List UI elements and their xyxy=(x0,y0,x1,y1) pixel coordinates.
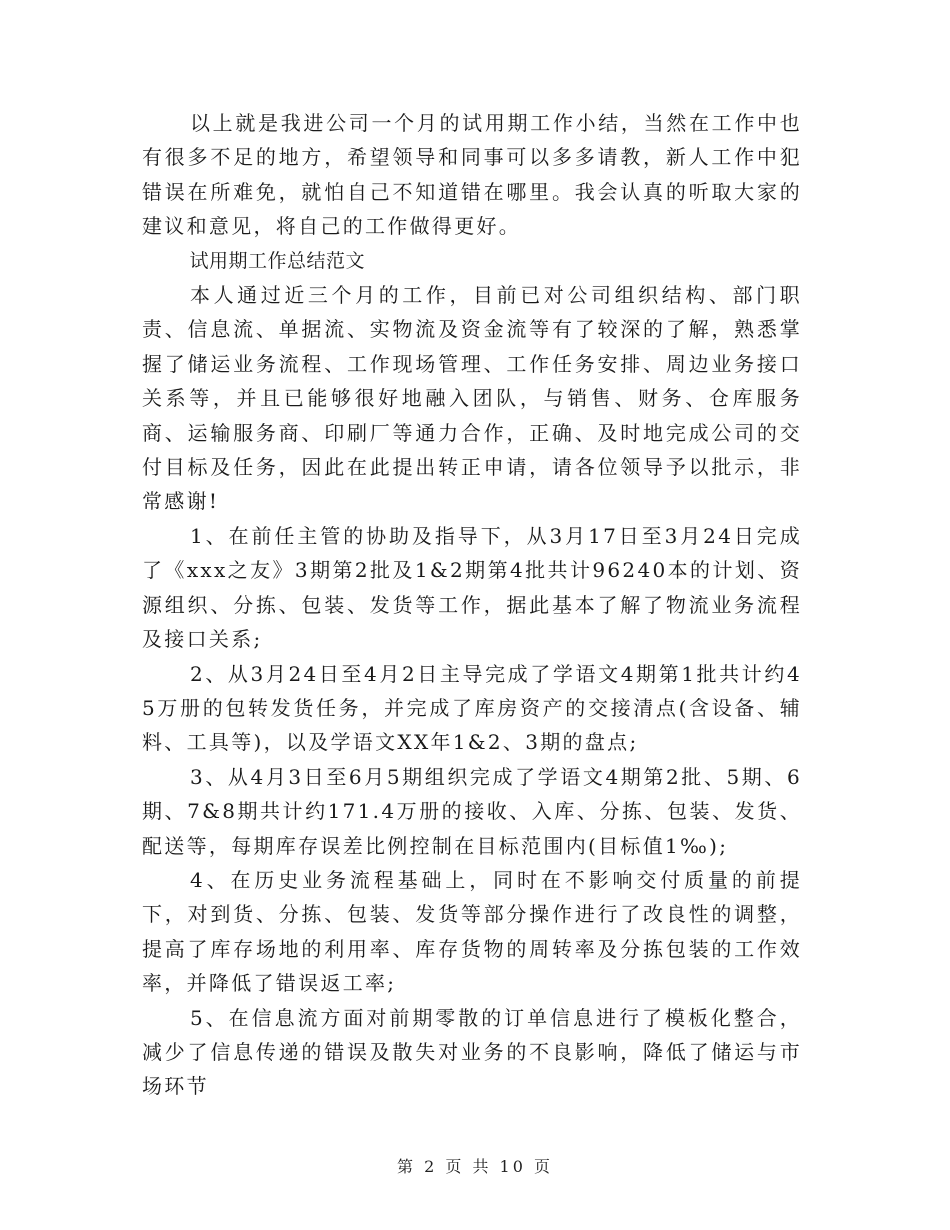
section-heading: 试用期工作总结范文 xyxy=(189,249,366,272)
paragraph-item-1: 1、在前任主管的协助及指导下，从3月17日至3月24日完成了《xxx之友》3期第2批及1&2期第4批共计96240本的计划、资源组织、分拣、包装、发货等工作，据此基本了解了物流业务流程及接口关系; xyxy=(142,523,802,652)
paragraph-item-4: 4、在历史业务流程基础上，同时在不影响交付质量的前提下，对到货、分拣、包装、发货等部分操作进行了改良性的调整，提高了库存场地的利用率、库存货物的周转率及分拣包装的工作效率，并降低了错误返工率; xyxy=(142,867,802,996)
paragraph-item-5: 5、在信息流方面对前期零散的订单信息进行了模板化整合，减少了信息传递的错误及散失对业务的不良影响，降低了储运与市场环节 xyxy=(142,1005,802,1099)
paragraph-intro: 本人通过近三个月的工作，目前已对公司组织结构、部门职责、信息流、单据流、实物流及资金流等有了较深的了解，熟悉掌握了储运业务流程、工作现场管理、工作任务安排、周边业务接口关系等，并且已能够很好地融入团队，与销售、财务、仓库服务商、运输服务商、印刷厂等通力合作，正确、及时地完成公司的交付目标及任务，因此在此提出转正申请，请各位领导予以批示，非常感谢! xyxy=(142,283,802,514)
page-number-footer: 第 2 页 共 10 页 xyxy=(397,1157,553,1176)
paragraph-item-2: 2、从3月24日至4月2日主导完成了学语文4期第1批共计约45万册的包转发货任务，并完成了库房资产的交接清点(含设备、辅料、工具等)，以及学语文XX年1&2、3期的盘点; xyxy=(142,661,802,755)
paragraph-summary-closing: 以上就是我进公司一个月的试用期工作小结，当然在工作中也有很多不足的地方，希望领导和同事可以多多请教，新人工作中犯错误在所难免，就怕自己不知道错在哪里。我会认真的听取大家的建议和意见，将自己的工作做得更好。 xyxy=(142,111,802,239)
document-body xyxy=(142,106,802,1104)
paragraph-item-3: 3、从4月3日至6月5期组织完成了学语文4期第2批、5期、6期、7&8期共计约171.4万册的接收、入库、分拣、包装、发货、配送等，每期库存误差比例控制在目标范围内(目标值1‰); xyxy=(142,764,802,858)
